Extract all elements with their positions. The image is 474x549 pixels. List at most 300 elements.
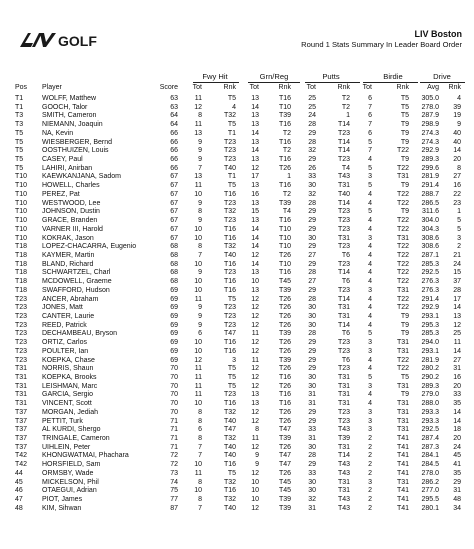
cell-fw-rnk: T16 [223,461,236,469]
cell-fw-rnk: T5 [227,295,236,303]
cell-bi-rnk: T31 [396,417,409,425]
cell-score: 67 [170,225,178,233]
cell-bi-tot: 4 [368,356,372,364]
cell-dr-rnk: 18 [453,426,461,434]
cell-gr-tot: 12 [251,382,259,390]
cell-player: ANCER, Abraham [42,295,99,303]
cell-bi-rnk: T22 [396,164,409,172]
cell-gr-rnk: T26 [278,339,291,347]
cell-pu-tot: 30 [308,312,316,320]
cell-pu-rnk: T14 [337,321,350,329]
header-gr-tot: Tot [249,84,259,91]
cell-pu-rnk: T31 [337,304,350,312]
cell-bi-rnk: T9 [400,391,409,399]
cell-dr-avg: 311.6 [422,208,439,216]
liv-golf-logo [19,30,99,50]
cell-pu-tot: 33 [308,173,316,181]
cell-pu-rnk: T23 [337,217,350,225]
cell-score: 66 [170,156,178,164]
cell-pos: T37 [15,435,28,443]
table-row [0,330,474,339]
cell-pos: T3 [15,121,24,129]
table-row [0,147,474,156]
leaderboard-table [0,95,474,514]
cell-pu-rnk: T23 [337,243,350,251]
cell-bi-rnk: T22 [396,295,409,303]
cell-gr-rnk: T45 [278,487,291,495]
cell-bi-rnk: T41 [396,435,409,443]
cell-fw-tot: 6 [198,330,202,338]
cell-player: JOHNSON, Dustin [42,208,100,216]
cell-dr-avg: 290.2 [421,374,439,381]
table-row [0,296,474,305]
cell-fw-rnk: T40 [223,251,236,259]
cell-fw-tot: 10 [194,278,202,286]
table-row [0,191,474,200]
cell-pu-tot: 30 [308,487,316,495]
cell-gr-tot: 8 [255,426,259,434]
cell-dr-avg: 304.0 [421,217,439,225]
table-row [0,139,474,148]
cell-fw-rnk: T5 [227,182,236,190]
cell-player: WESTWOOD, Lee [42,199,101,207]
cell-score: 66 [170,164,178,172]
cell-pu-tot: 30 [308,374,316,381]
cell-bi-rnk: T41 [396,469,409,477]
cell-player: CASEY, Paul [42,156,83,164]
cell-dr-avg: 278.0 [421,103,439,111]
cell-dr-avg: 299.6 [421,164,439,172]
cell-bi-rnk: T22 [396,269,409,277]
cell-gr-rnk: T10 [278,234,291,242]
cell-player: DECHAMBEAU, Bryson [42,330,118,338]
cell-pu-tot: 29 [308,260,316,268]
cell-fw-tot: 9 [198,312,202,320]
cell-pu-tot: 31 [308,391,316,399]
cell-dr-rnk: 19 [453,112,461,120]
cell-dr-rnk: 16 [453,182,461,190]
cell-score: 66 [170,147,178,155]
cell-gr-tot: 10 [251,487,259,495]
cell-gr-tot: 14 [251,243,259,251]
cell-gr-tot: 13 [251,138,259,146]
cell-player: SMITH, Cameron [42,112,97,120]
cell-fw-tot: 7 [198,452,202,460]
cell-gr-tot: 13 [251,269,259,277]
cell-score: 87 [170,504,178,512]
cell-bi-tot: 5 [368,164,372,172]
cell-pu-rnk: T31 [337,182,350,190]
cell-dr-avg: 274.3 [421,138,439,146]
cell-bi-tot: 4 [368,321,372,329]
cell-gr-rnk: T26 [278,295,291,303]
cell-fw-tot: 11 [194,121,202,129]
group-greens: Grn/Reg [259,72,289,81]
cell-bi-rnk: T31 [396,339,409,347]
cell-pos: T5 [15,147,24,155]
header-pu-rnk: Rnk [337,84,350,91]
cell-dr-rnk: 27 [453,173,461,181]
cell-fw-rnk: T23 [223,304,236,312]
table-row [0,348,474,357]
cell-fw-tot: 9 [198,138,202,146]
cell-dr-rnk: 27 [453,356,461,364]
cell-fw-tot: 11 [194,295,202,303]
cell-score: 69 [170,347,178,355]
cell-bi-tot: 2 [368,443,372,451]
cell-gr-tot: 17 [251,173,259,181]
table-row [0,165,474,174]
cell-bi-rnk: T31 [396,382,409,390]
cell-pos: T18 [15,260,28,268]
cell-dr-rnk: 40 [453,138,461,146]
cell-fw-tot: 10 [194,400,202,408]
cell-fw-tot: 7 [198,443,202,451]
cell-gr-rnk: T2 [282,147,291,155]
cell-fw-rnk: T23 [223,199,236,207]
greens-underline [248,82,300,83]
cell-dr-rnk: 39 [453,103,461,111]
cell-dr-rnk: 40 [453,129,461,137]
cell-pu-rnk: T39 [337,435,350,443]
cell-gr-rnk: T26 [278,251,291,259]
cell-bi-rnk: T22 [396,217,409,225]
cell-pos: T23 [15,356,28,364]
cell-fw-rnk: 3 [232,356,236,364]
cell-gr-rnk: T16 [278,374,291,381]
cell-gr-rnk: T26 [278,382,291,390]
cell-pos: T1 [15,95,24,102]
cell-pos: 45 [15,478,23,486]
cell-bi-tot: 6 [368,95,372,102]
cell-pu-tot: 31 [308,400,316,408]
cell-bi-tot: 7 [368,103,372,111]
cell-dr-avg: 287.3 [421,443,439,451]
cell-player: KOEPKA, Chase [42,356,95,364]
cell-pu-rnk: T23 [337,129,350,137]
table-row [0,112,474,121]
cell-gr-tot: 12 [251,164,259,172]
cell-fw-tot: 7 [198,251,202,259]
cell-player: KAYMER, Martin [42,251,95,259]
cell-fw-tot: 12 [194,103,202,111]
cell-pu-rnk: T23 [337,260,350,268]
cell-dr-avg: 308.6 [421,234,439,242]
cell-fw-tot: 13 [194,173,202,181]
cell-bi-rnk: T9 [400,182,409,190]
cell-bi-rnk: T31 [396,478,409,486]
cell-pu-rnk: T31 [337,478,350,486]
table-row [0,470,474,479]
cell-player: ORTIZ, Carlos [42,339,87,347]
cell-gr-tot: 14 [251,147,259,155]
cell-fw-tot: 9 [198,321,202,329]
cell-dr-rnk: 20 [453,382,461,390]
cell-dr-avg: 287.9 [421,112,439,120]
cell-player: KOEPKA, Brooks [42,374,97,381]
table-row [0,418,474,427]
cell-pu-tot: 29 [308,286,316,294]
cell-pos: T31 [15,382,28,390]
cell-pu-rnk: T14 [337,147,350,155]
cell-player: LOPEZ-CHACARRA, Eugenio [42,243,137,251]
cell-bi-tot: 3 [368,417,372,425]
cell-pu-tot: 32 [308,496,316,504]
cell-fw-tot: 9 [198,147,202,155]
cell-pos: T10 [15,190,28,198]
cell-gr-rnk: T2 [282,129,291,137]
group-putts: Putts [322,72,340,81]
cell-pu-tot: 29 [308,365,316,373]
cell-bi-rnk: T22 [396,190,409,198]
cell-dr-avg: 289.3 [421,382,439,390]
cell-pu-tot: 30 [308,478,316,486]
cell-fw-rnk: T5 [227,374,236,381]
cell-bi-tot: 4 [368,199,372,207]
cell-fw-rnk: T23 [223,391,236,399]
table-row [0,173,474,182]
cell-fw-rnk: T1 [227,129,236,137]
cell-pos: T23 [15,304,28,312]
cell-dr-avg: 295.3 [421,321,439,329]
cell-pos: T42 [15,452,28,460]
cell-pos: T10 [15,208,28,216]
cell-gr-tot: 14 [251,260,259,268]
cell-fw-rnk: T23 [223,138,236,146]
cell-dr-rnk: 45 [453,452,461,460]
cell-player: PIOT, James [42,496,83,504]
cell-fw-rnk: T5 [227,365,236,373]
cell-pu-tot: 27 [308,278,316,286]
cell-pu-tot: 28 [308,452,316,460]
cell-player: VARNER III, Harold [42,225,103,233]
cell-pu-rnk: T2 [341,103,350,111]
cell-pu-tot: 29 [308,208,316,216]
cell-pu-tot: 29 [308,243,316,251]
cell-dr-rnk: 33 [453,391,461,399]
cell-pu-tot: 32 [308,147,316,155]
cell-bi-tot: 2 [368,452,372,460]
cell-bi-rnk: T9 [400,121,409,129]
table-row [0,409,474,418]
cell-dr-rnk: 5 [457,225,461,233]
cell-player: PEREZ, Pat [42,190,80,198]
cell-fw-rnk: T32 [223,408,236,416]
cell-fw-rnk: T5 [227,95,236,102]
cell-pu-tot: 30 [308,304,316,312]
cell-bi-rnk: T31 [396,426,409,434]
cell-pu-rnk: T43 [337,469,350,477]
cell-fw-rnk: T47 [223,426,236,434]
cell-gr-tot: 9 [255,452,259,460]
cell-pu-rnk: T4 [341,164,350,172]
cell-pu-tot: 28 [308,269,316,277]
event-title: LIV Boston [414,29,462,39]
cell-player: UIHLEIN, Peter [42,443,91,451]
cell-pu-rnk: T31 [337,234,350,242]
cell-bi-tot: 3 [368,408,372,416]
cell-bi-tot: 4 [368,295,372,303]
cell-fw-tot: 10 [194,286,202,294]
cell-dr-avg: 287.4 [421,435,439,443]
cell-gr-rnk: T26 [278,164,291,172]
cell-fw-tot: 11 [194,374,202,381]
cell-fw-rnk: T32 [223,208,236,216]
cell-fw-tot: 10 [194,339,202,347]
cell-pos: T23 [15,339,28,347]
cell-pu-tot: 30 [308,443,316,451]
cell-player: TRINGALE, Cameron [42,435,110,443]
cell-player: KIM, Sihwan [42,504,82,512]
table-row [0,339,474,348]
cell-gr-rnk: T16 [278,182,291,190]
cell-bi-tot: 2 [368,496,372,504]
cell-gr-rnk: T26 [278,304,291,312]
cell-dr-rnk: 20 [453,156,461,164]
cell-dr-avg: 293.3 [421,417,439,425]
cell-dr-rnk: 23 [453,199,461,207]
cell-dr-rnk: 22 [453,190,461,198]
cell-score: 69 [170,286,178,294]
cell-gr-tot: 13 [251,95,259,102]
cell-bi-tot: 3 [368,382,372,390]
cell-bi-tot: 4 [368,365,372,373]
cell-pu-rnk: T14 [337,295,350,303]
cell-bi-tot: 4 [368,251,372,259]
cell-score: 70 [170,374,178,381]
cell-pu-rnk: T43 [337,426,350,434]
cell-score: 69 [170,304,178,312]
cell-pos: T10 [15,234,28,242]
header-fw-tot: Tot [192,84,202,91]
cell-pos: T10 [15,199,28,207]
cell-player: NORRIS, Shaun [42,365,94,373]
cell-fw-rnk: T32 [223,496,236,504]
cell-dr-rnk: 17 [453,295,461,303]
cell-gr-tot: 14 [251,234,259,242]
cell-dr-avg: 281.9 [421,356,439,364]
cell-pu-rnk: T14 [337,199,350,207]
cell-dr-rnk: 14 [453,347,461,355]
cell-dr-rnk: 14 [453,408,461,416]
cell-gr-tot: 12 [251,251,259,259]
cell-fw-tot: 8 [198,208,202,216]
cell-dr-avg: 293.1 [421,312,439,320]
cell-dr-rnk: 28 [453,286,461,294]
cell-dr-avg: 285.3 [421,330,439,338]
cell-pu-rnk: T23 [337,208,350,216]
cell-score: 64 [170,112,178,120]
cell-bi-tot: 5 [368,182,372,190]
cell-score: 68 [170,251,178,259]
cell-dr-rnk: 4 [457,95,461,102]
cell-score: 70 [170,382,178,390]
cell-pu-rnk: T43 [337,504,350,512]
cell-pu-rnk: T23 [337,408,350,416]
cell-player: ORMSBY, Wade [42,469,94,477]
cell-dr-rnk: 1 [457,208,461,216]
cell-score: 71 [170,443,178,451]
cell-pos: T18 [15,286,28,294]
cell-fw-rnk: 4 [232,103,236,111]
cell-bi-tot: 4 [368,304,372,312]
drive-underline [420,82,465,83]
table-row [0,235,474,244]
cell-bi-tot: 3 [368,426,372,434]
cell-player: VINCENT, Scott [42,400,92,408]
cell-gr-rnk: T26 [278,365,291,373]
cell-bi-rnk: T41 [396,461,409,469]
cell-bi-rnk: T31 [396,347,409,355]
cell-dr-rnk: 8 [457,164,461,172]
cell-bi-tot: 3 [368,234,372,242]
cell-pu-rnk: T6 [341,330,350,338]
cell-dr-avg: 292.5 [421,269,439,277]
cell-bi-tot: 3 [368,347,372,355]
cell-dr-rnk: 14 [453,417,461,425]
cell-pos: T37 [15,443,28,451]
cell-gr-tot: 12 [251,443,259,451]
cell-score: 67 [170,190,178,198]
cell-score: 71 [170,435,178,443]
cell-pos: T10 [15,217,28,225]
table-row [0,226,474,235]
cell-score: 71 [170,426,178,434]
cell-pu-tot: 27 [308,251,316,259]
cell-dr-rnk: 35 [453,400,461,408]
cell-pu-rnk: T6 [341,278,350,286]
cell-bi-tot: 3 [368,173,372,181]
cell-fw-rnk: T16 [223,260,236,268]
table-row [0,313,474,322]
cell-dr-rnk: 11 [453,339,461,347]
cell-score: 66 [170,129,178,137]
cell-fw-tot: 11 [194,95,202,102]
cell-fw-tot: 6 [198,426,202,434]
cell-player: NIEMANN, Joaquin [42,121,103,129]
cell-dr-avg: 288.0 [421,400,439,408]
cell-dr-avg: 289.3 [421,156,439,164]
cell-fw-tot: 9 [198,304,202,312]
cell-pu-tot: 28 [308,199,316,207]
cell-pos: T31 [15,365,28,373]
cell-dr-rnk: 31 [453,487,461,495]
group-drive: Drive [433,72,451,81]
cell-gr-rnk: T39 [278,199,291,207]
cell-dr-rnk: 9 [457,121,461,129]
cell-gr-rnk: T47 [278,461,291,469]
cell-score: 67 [170,217,178,225]
cell-bi-rnk: T9 [400,208,409,216]
cell-pu-rnk: T14 [337,121,350,129]
cell-bi-rnk: T9 [400,330,409,338]
cell-gr-tot: 12 [251,339,259,347]
cell-score: 67 [170,234,178,242]
table-row [0,304,474,313]
cell-pos: T18 [15,251,28,259]
cell-dr-avg: 305.0 [421,95,439,102]
cell-gr-tot: 12 [251,347,259,355]
cell-fw-tot: 8 [198,478,202,486]
cell-player: MICKELSON, Phil [42,478,99,486]
cell-pu-rnk: T31 [337,382,350,390]
cell-player: CANTER, Laurie [42,312,95,320]
cell-score: 69 [170,295,178,303]
cell-gr-rnk: T4 [282,208,291,216]
cell-fw-tot: 9 [198,199,202,207]
cell-fw-rnk: T23 [223,156,236,164]
cell-gr-tot: 11 [251,435,259,443]
